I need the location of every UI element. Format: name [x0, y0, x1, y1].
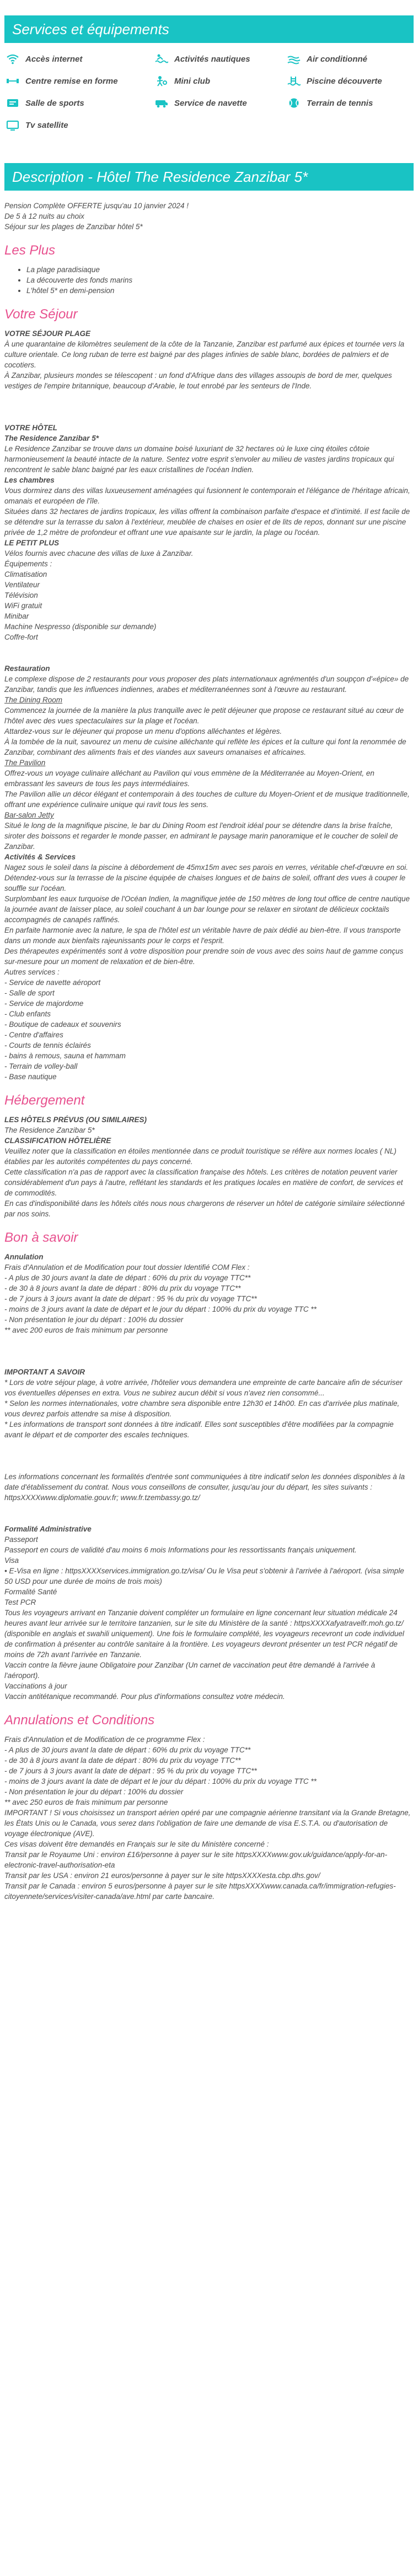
paragraph: Vaccin contre la fièvre jaune Obligatoire pour Zanzibar (Un carnet de vaccination peut être demandé à l'arrivée à l'aéroport). [4, 1661, 376, 1680]
subheading: Visa [4, 1556, 19, 1565]
service-item-pool [287, 73, 414, 89]
section-title-bon-a-savoir: Bon à savoir [4, 1230, 78, 1245]
fee-line: - de 30 à 8 jours avant la date de départ : 80% du prix du voyage TTC** [4, 1284, 241, 1292]
description-title: Description - Hôtel The Residence Zanzibar 5* [12, 169, 308, 185]
paragraph: Surplombant les eaux turquoise de l'Océan Indien, la magnifique jetée de 150 mètres de long tout office de centre nautique la journée avant de laisser place, au soleil couchant à un bar lounge pour se relaxer en sirotant de délicieux cocktails accompagnés de canapés raffinés. [4, 895, 410, 924]
service-label: Tv satellite [25, 120, 68, 130]
service-line: - Service de navette aéroport [4, 978, 101, 987]
paragraph: Attardez-vous sur le déjeuner qui propose un menu d'options alléchantes et légères. [4, 727, 282, 735]
paragraph: Transit par le Canada : environ 5 euros/personne à payer sur le site httpsXXXXwww.canada.ca/fr/immigration-refugies-citoyennete/services/visiter-canada/ave.html par carte bancaire. [4, 1882, 396, 1901]
subheading: Passeport [4, 1535, 38, 1544]
subheading: LES HÔTELS PRÉVUS (OU SIMILAIRES) [4, 1116, 147, 1124]
service-item-shuttle [154, 95, 287, 111]
section-title-annulations: Annulations et Conditions [4, 1713, 155, 1728]
note: ** avec 200 euros de frais minimum par personne [4, 1326, 168, 1334]
note: ** avec 250 euros de frais minimum par personne [4, 1798, 168, 1806]
water-activities-icon [154, 53, 169, 65]
paragraph: Frais d'Annulation et de Modification de ce programme Flex : [4, 1735, 205, 1744]
service-label: Service de navette [174, 98, 247, 108]
service-item-tennis [287, 95, 414, 111]
fee-line: - Non présentation le jour du départ : 100% du dossier [4, 1316, 184, 1324]
service-label: Air conditionné [307, 54, 367, 64]
satellite-tv-icon [6, 119, 20, 131]
paragraph: Veuillez noter que la classification en étoiles mentionnée dans ce produit touristique se réfère aux normes locales ( NL) établies par les autorités compétentes du pays concerné. [4, 1147, 396, 1166]
intro-line: De 5 à 12 nuits au choix [4, 212, 84, 220]
intro-line: Séjour sur les plages de Zanzibar hôtel 5* [4, 223, 143, 231]
service-line: - Club enfants [4, 1010, 51, 1018]
subheading: LE PETIT PLUS [4, 539, 60, 547]
paragraph: Vaccin antitétanique recommandé. Pour plus d'informations consultez votre médecin. [4, 1692, 285, 1701]
subheading: Formalité Administrative [4, 1525, 92, 1533]
service-label: Salle de sports [25, 98, 84, 108]
subheading: CLASSIFICATION HÔTELIÈRE [4, 1137, 111, 1145]
paragraph: Les informations concernant les formalités d'entrée sont communiquées à titre indicatif selon les données disponibles à la date d'établissement du contrat. Nous vous conseillons de consulter, jusqu'au jour du départ, les sites suivants : httpsXXXXwww.diplomatie.gouv.fr; www.fr.tzembassy.go.tz/ [4, 1473, 405, 1502]
paragraph: Ces visas doivent être demandés en Français sur le site du Ministère concerné : [4, 1840, 269, 1848]
service-item-mini-club [154, 73, 287, 89]
equipment-item: Télévision [4, 591, 38, 599]
service-line: - Service de majordome [4, 999, 84, 1008]
subheading: VOTRE SÉJOUR PLAGE [4, 329, 91, 338]
tennis-icon [287, 97, 301, 109]
equipment-item: Machine Nespresso (disponible sur demande) [4, 623, 157, 631]
service-line: - Courts de tennis éclairés [4, 1041, 91, 1049]
paragraph: * Selon les normes internationales, votre chambre sera disponible entre 12h30 et 14h00. En cas d'arrivée plus matinale, vous devrez parfois attendre sa mise à disposition. [4, 1399, 400, 1418]
equipment-item: Coffre-fort [4, 633, 38, 641]
service-line: - Boutique de cadeaux et souvenirs [4, 1020, 121, 1029]
service-item-satellite-tv [6, 117, 154, 133]
service-label: Terrain de tennis [307, 98, 373, 108]
section-title-plus: Les Plus [4, 243, 56, 258]
list-item: • La découverte des fonds marins [26, 275, 412, 285]
mini-club-icon [154, 75, 169, 87]
paragraph: Nagez sous le soleil dans la piscine à débordement de 45mx15m avec ses parois en verres, véritable chef-d'œuvre en soi. Détendez-vous sur la terrasse de la piscine équipée de chaises longues et de bains de soleil, offrant des vues à couper le souffle sur l'océan. [4, 863, 408, 892]
paragraph: Tous les voyageurs arrivant en Tanzanie doivent compléter un formulaire en ligne concernant leur situation médicale 24 heures avant leur arrivée sur le territoire tanzanien, sur le site du Ministère de la santé : httpsXXXXafyatravelfr.moh.go.tz/ (disponible en anglais et swahili uniquement). Une fois le formulaire complété, les voyageurs recevront un code individuel de confirmation à présenter au contrôle sanitaire à la frontière. Les voyageurs devront présenter un test PCR négatif de moins de 72h avant l'arrivée en Tanzanie. [4, 1609, 404, 1659]
pool-icon [287, 75, 301, 87]
service-label: Piscine découverte [307, 76, 382, 86]
fee-line: - moins de 3 jours avant la date de départ et le jour du départ : 100% du prix du voyage TTC ** [4, 1305, 317, 1313]
description-content [0, 191, 418, 1902]
subheading: IMPORTANT A SAVOIR [4, 1368, 85, 1376]
service-label: Accès internet [25, 54, 83, 64]
shuttle-icon [154, 97, 169, 109]
service-item-internet [6, 51, 154, 67]
paragraph: Situé le long de la magnifique piscine, le bar du Dining Room est l'endroit idéal pour se détendre dans la brise fraîche, siroter des boissons et regarder le monde passer, en admirant le paysage marin panoramique et le coucher de soleil de Zanzibar. [4, 821, 398, 851]
paragraph: Transit par le Royaume Uni : environ £16/personne à payer sur le site httpsXXXXwww.gov.uk/guidance/apply-for-an-electronic-travel-authorisation-eta [4, 1850, 388, 1869]
subheading: Autres services : [4, 968, 60, 976]
description-header [4, 163, 414, 191]
list-item: • La plage paradisiaque [26, 264, 412, 275]
plus-list [4, 264, 412, 296]
paragraph: Vous dormirez dans des villas luxueusement aménagées qui fusionnent le contemporain et l'élégance de l'héritage africain, omanais et européen de l'île. [4, 486, 410, 505]
paragraph: Commencez la journée de la manière la plus tranquille avec le petit déjeuner que propose ce restaurant situé au cœur de l'hôtel avec des vues spectaculaires sur la plage et l'océan. [4, 706, 404, 725]
fee-line: - A plus de 30 jours avant la date de départ : 60% du prix du voyage TTC** [4, 1274, 251, 1282]
fee-line: - de 30 à 8 jours avant la date de départ : 80% du prix du voyage TTC** [4, 1756, 241, 1765]
service-label: Centre remise en forme [25, 76, 118, 86]
fee-line: - A plus de 30 jours avant la date de départ : 60% du prix du voyage TTC** [4, 1746, 251, 1754]
paragraph: Le Residence Zanzibar se trouve dans un domaine boisé luxuriant de 32 hectares où le luxe cinq étoiles côtoie harmonieusement la beauté intacte de la nature. Sentez votre esprit s'envoler au milieu de vastes jardins tropicaux qui rencontrent le sable blanc baigné par les eaux cristallines de l'océan Indien. [4, 445, 394, 474]
service-line: - Centre d'affaires [4, 1031, 63, 1039]
paragraph: Transit par les USA : environ 21 euros/personne à payer sur le site httpsXXXXesta.cbp.dhs.gov/ [4, 1871, 320, 1880]
equipment-item: Minibar [4, 612, 29, 620]
service-line: - Salle de sport [4, 989, 55, 997]
service-item-nautical [154, 51, 287, 67]
service-label: Activités nautiques [174, 54, 250, 64]
paragraph: Situées dans 32 hectares de jardins tropicaux, les villas offrent la combinaison parfaite d'espace et d'intimité. Il est facile de se détendre sur la terrasse du salon à l'extérieur, meublée de chaises en osier et de lits de repos, donnant sur une piscine privée de 1,2 mètre de profondeur et offrant une vue apaisante sur le jardin, la plage ou l'océan. [4, 507, 410, 537]
services-grid [0, 43, 418, 141]
gym-icon [6, 97, 20, 109]
paragraph: The Pavilion allie un décor élégant et contemporain à des touches de culture du Moyen-Orient et de musique traditionnelle, offrant une expérience culinaire unique qui ravit tous les sens. [4, 790, 410, 809]
paragraph: En parfaite harmonie avec la nature, le spa de l'hôtel est un véritable havre de paix dédié au bien-être. Il vous transporte dans un monde aux bienfaits rajeunissants pour le corps et l'esprit. [4, 926, 401, 945]
hotel-name: The Residence Zanzibar 5* [4, 434, 99, 442]
equipment-item: Ventilateur [4, 581, 40, 589]
equipment-item: WiFi gratuit [4, 602, 42, 610]
fee-line: - de 7 jours à 3 jours avant la date de départ : 95 % du prix du voyage TTC** [4, 1295, 257, 1303]
hotel-name: The Residence Zanzibar 5* [4, 1126, 95, 1134]
paragraph: Le complexe dispose de 2 restaurants pour vous proposer des plats internationaux agrémentés d'un soupçon d'«épice» de Zanzibar, tandis que les influences indiennes, arabes et méditerranéennes sont à l'œuvre au restaurant. [4, 675, 409, 694]
paragraph: Frais d'Annulation et de Modification pour tout dossier Identifié COM Flex : [4, 1263, 250, 1271]
section-title-sejour: Votre Séjour [4, 307, 78, 322]
services-header [4, 15, 414, 43]
service-line: - Base nautique [4, 1073, 57, 1081]
air-conditioning-icon [287, 53, 301, 65]
paragraph: Cette classification n'a pas de rapport avec la classification française des hôtels. Les critères de notation peuvent varier considérablement d'un pays à l'autre, reflétant les standards et les pratiques locales en matière de confort, de services et de commodités. [4, 1168, 403, 1197]
subheading: Test PCR [4, 1598, 36, 1606]
fee-line: - Non présentation le jour du départ : 100% du dossier [4, 1788, 184, 1796]
subheading: VOTRE HÔTEL [4, 424, 58, 432]
paragraph: • E-Visa en ligne : httpsXXXXservices.immigration.go.tz/visa/ Ou le Visa peut s'obtenir à l'arrivée à l'aéroport. (visa simple 50 USD pour une durée de moins de trois mois) [4, 1567, 404, 1585]
paragraph: En cas d'indisponibilité dans les hôtels cités nous nous chargerons de réserver un hôtel de catégorie similaire sélectionné par nos soins. [4, 1199, 405, 1218]
fitness-icon [6, 75, 20, 87]
subheading: The Dining Room [4, 696, 63, 704]
services-title: Services et équipements [12, 21, 169, 37]
paragraph: Vélos fournis avec chacune des villas de luxe à Zanzibar. [4, 549, 194, 558]
paragraph: * Les informations de transport sont données à titre indicatif. Elles sont susceptibles d'être modifiées par la compagnie avant le départ et de comporter des escales techniques. [4, 1420, 394, 1439]
service-label: Mini club [174, 76, 210, 86]
subheading: Formalité Santé [4, 1588, 57, 1596]
paragraph: Passeport en cours de validité d'au moins 6 mois Informations pour les ressortissants français uniquement. [4, 1546, 357, 1554]
subheading: Équipements : [4, 560, 52, 568]
service-item-fitness [6, 73, 154, 89]
subheading: Annulation [4, 1253, 44, 1261]
service-item-gym [6, 95, 154, 111]
subheading: Vaccinations à jour [4, 1682, 67, 1690]
service-line: - Terrain de volley-ball [4, 1062, 78, 1070]
subheading: The Pavilion [4, 759, 46, 767]
fee-line: - moins de 3 jours avant la date de départ et le jour du départ : 100% du prix du voyage TTC ** [4, 1777, 317, 1785]
paragraph: À la tombée de la nuit, savourez un menu de cuisine alléchante qui reflète les épices et la culture qui font la renommée de Zanzibar, combinant des aliments frais et des viandes aux saveurs omanaises et africaines. [4, 738, 406, 756]
service-item-air-conditioning [287, 51, 414, 67]
paragraph: À Zanzibar, plusieurs mondes se télescopent : un fond d'Afrique dans des villages assoupis de bord de mer, quelques vestiges de l'empire britannique, beaucoup d'Arabie, le tout enrobé par les senteurs de l'Inde. [4, 371, 392, 390]
list-item: • L'hôtel 5* en demi-pension [26, 285, 412, 296]
paragraph: IMPORTANT ! Si vous choisissez un transport aérien opéré par une compagnie aérienne transitant via la Grande Bretagne, les États Unis ou le Canada, vous serez dans l'obligation de faire une demande de visa E.S.T.A. ou d'autorisation de voyage électronique (AVE). [4, 1809, 411, 1838]
subheading: Bar-salon Jetty [4, 811, 54, 819]
intro-line: Pension Complète OFFERTE jusqu'au 10 janvier 2024 ! [4, 202, 189, 210]
service-line: - bains à remous, sauna et hammam [4, 1052, 126, 1060]
subheading: Restauration [4, 664, 50, 673]
paragraph: * Lors de votre séjour plage, à votre arrivée, l'hôtelier vous demandera une empreinte de carte bancaire afin de sécuriser vos éventuelles dépenses en extra. Vous ne subirez aucun débit si vous n'avez rien consommé... [4, 1378, 403, 1397]
paragraph: Offrez-vous un voyage culinaire alléchant au Pavilion qui vous emmène de la Méditerranée au Moyen-Orient, en embrassant les saveurs de tous les pays intermédiaires. [4, 769, 374, 788]
equipment-item: Climatisation [4, 570, 47, 578]
paragraph: À une quarantaine de kilomètres seulement de la côte de la Tanzanie, Zanzibar est parfumé aux épices et tournée vers la culture orientale. Ce long ruban de terre est baigné par des plages infinies de sable blanc, bordées de palmiers et de cocotiers. [4, 340, 405, 369]
paragraph: Des thérapeutes expérimentés sont à votre disposition pour prendre soin de vous avec des soins haut de gamme conçus sur-mesure pour un moment de relaxation et de bien-être. [4, 947, 404, 966]
subheading: Activités & Services [4, 853, 76, 861]
section-title-hebergement: Hébergement [4, 1093, 85, 1108]
fee-line: - de 7 jours à 3 jours avant la date de départ : 95 % du prix du voyage TTC** [4, 1767, 257, 1775]
subheading: Les chambres [4, 476, 55, 484]
wifi-icon [6, 53, 20, 65]
